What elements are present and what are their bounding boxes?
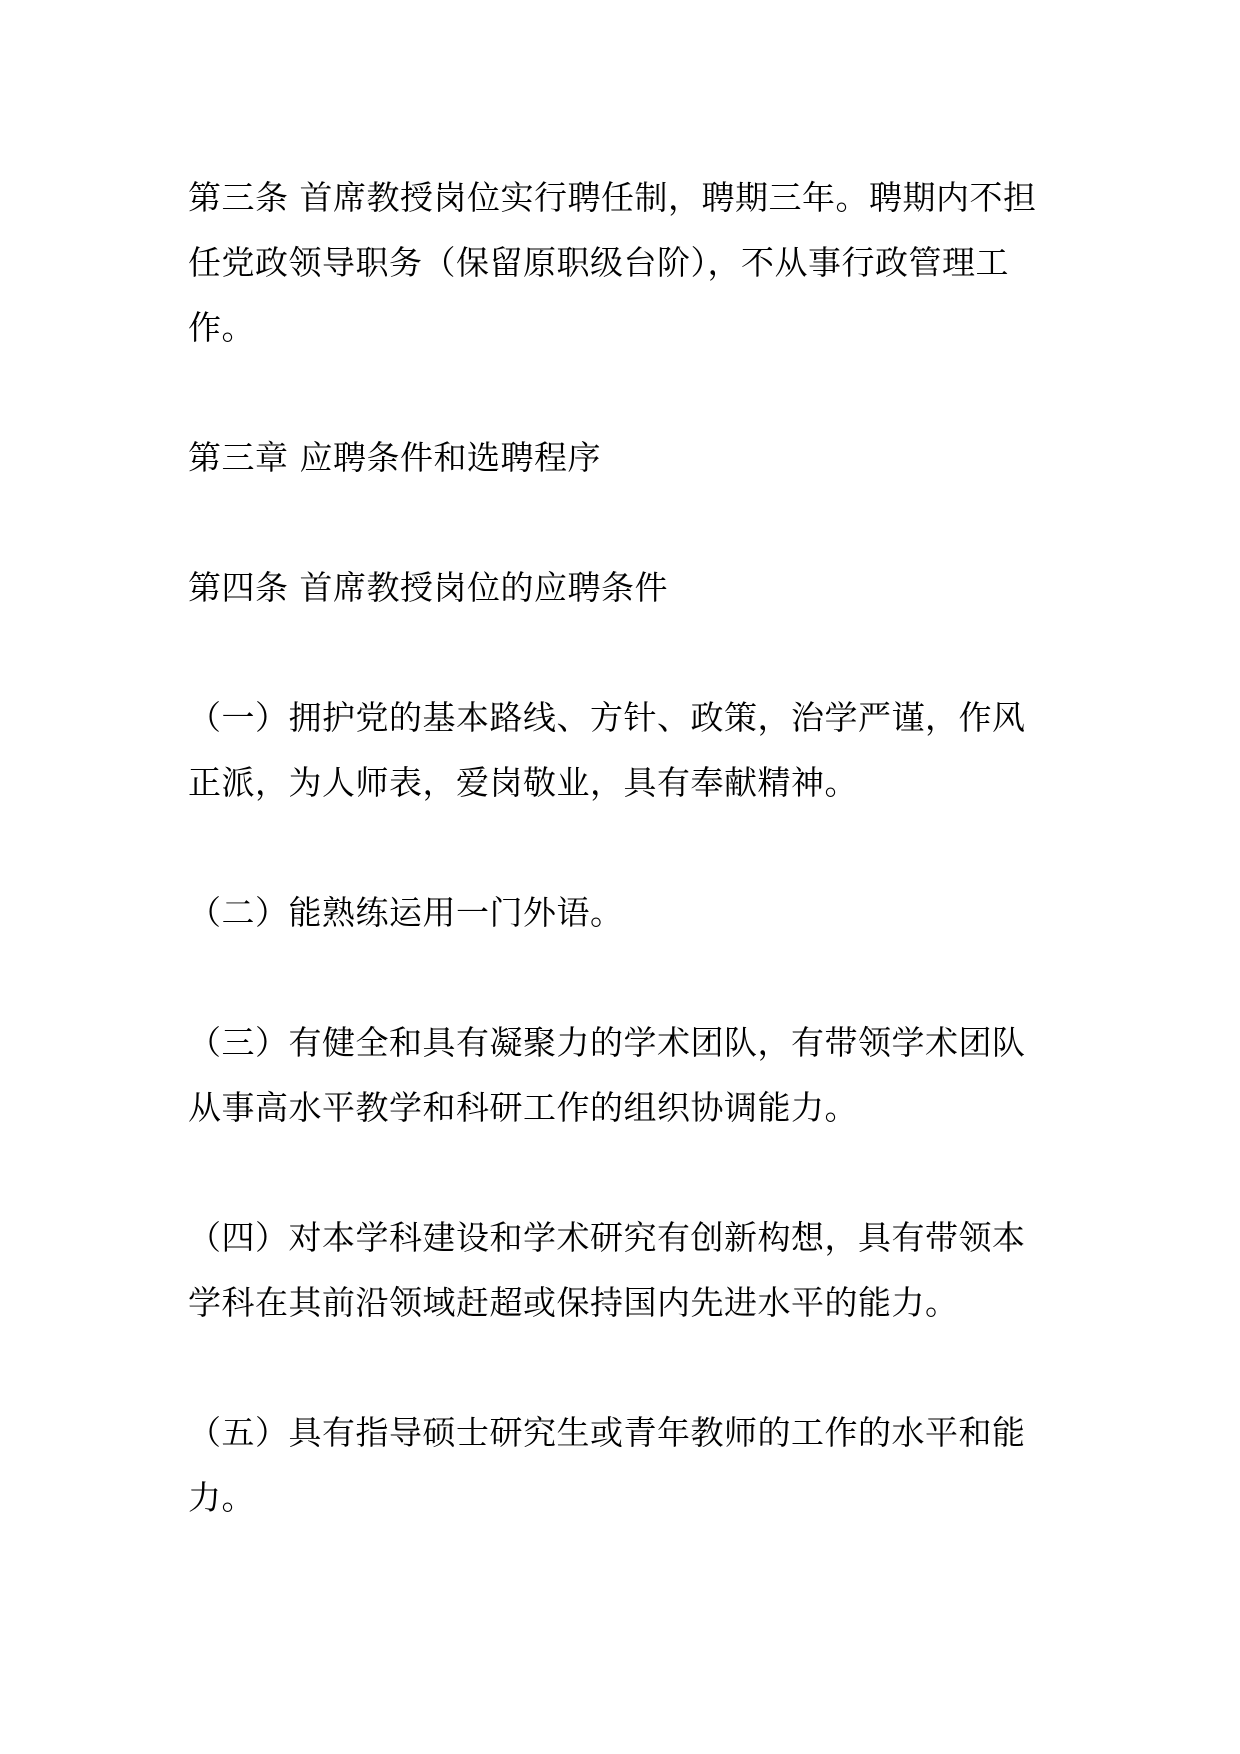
text-line: 第四条 首席教授岗位的应聘条件 [188,568,668,607]
text-line: 从事高水平教学和科研工作的组织协调能力。 [188,1088,858,1127]
text-line: 力。 [188,1478,255,1517]
condition-1-paragraph [188,685,1058,815]
text-line: （一）拥护党的基本路线、方针、政策，治学严谨，作风 [188,698,1026,737]
text-line: （二）能熟练运用一门外语。 [188,893,624,932]
chapter-3-heading [188,425,1058,490]
text-line: 正派，为人师表，爱岗敬业，具有奉献精神。 [188,763,858,802]
text-line: 任党政领导职务（保留原职级台阶），不从事行政管理工 [188,243,1009,282]
condition-2-paragraph [188,880,1058,945]
text-line: （三）有健全和具有凝聚力的学术团队，有带领学术团队 [188,1023,1026,1062]
text-line: 学科在其前沿领域赶超或保持国内先进水平的能力。 [188,1283,959,1322]
article-3-paragraph [188,165,1058,360]
condition-3-paragraph [188,1010,1058,1140]
condition-5-paragraph [188,1400,1058,1530]
article-4-heading [188,555,1058,620]
text-line: 第三条 首席教授岗位实行聘任制，聘期三年。聘期内不担 [188,178,1037,217]
condition-4-paragraph [188,1205,1058,1335]
text-line: 第三章 应聘条件和选聘程序 [188,438,601,477]
text-line: （四）对本学科建设和学术研究有创新构想，具有带领本 [188,1218,1026,1257]
text-line: （五）具有指导硕士研究生或青年教师的工作的水平和能 [188,1413,1026,1452]
text-line: 作。 [188,308,255,347]
